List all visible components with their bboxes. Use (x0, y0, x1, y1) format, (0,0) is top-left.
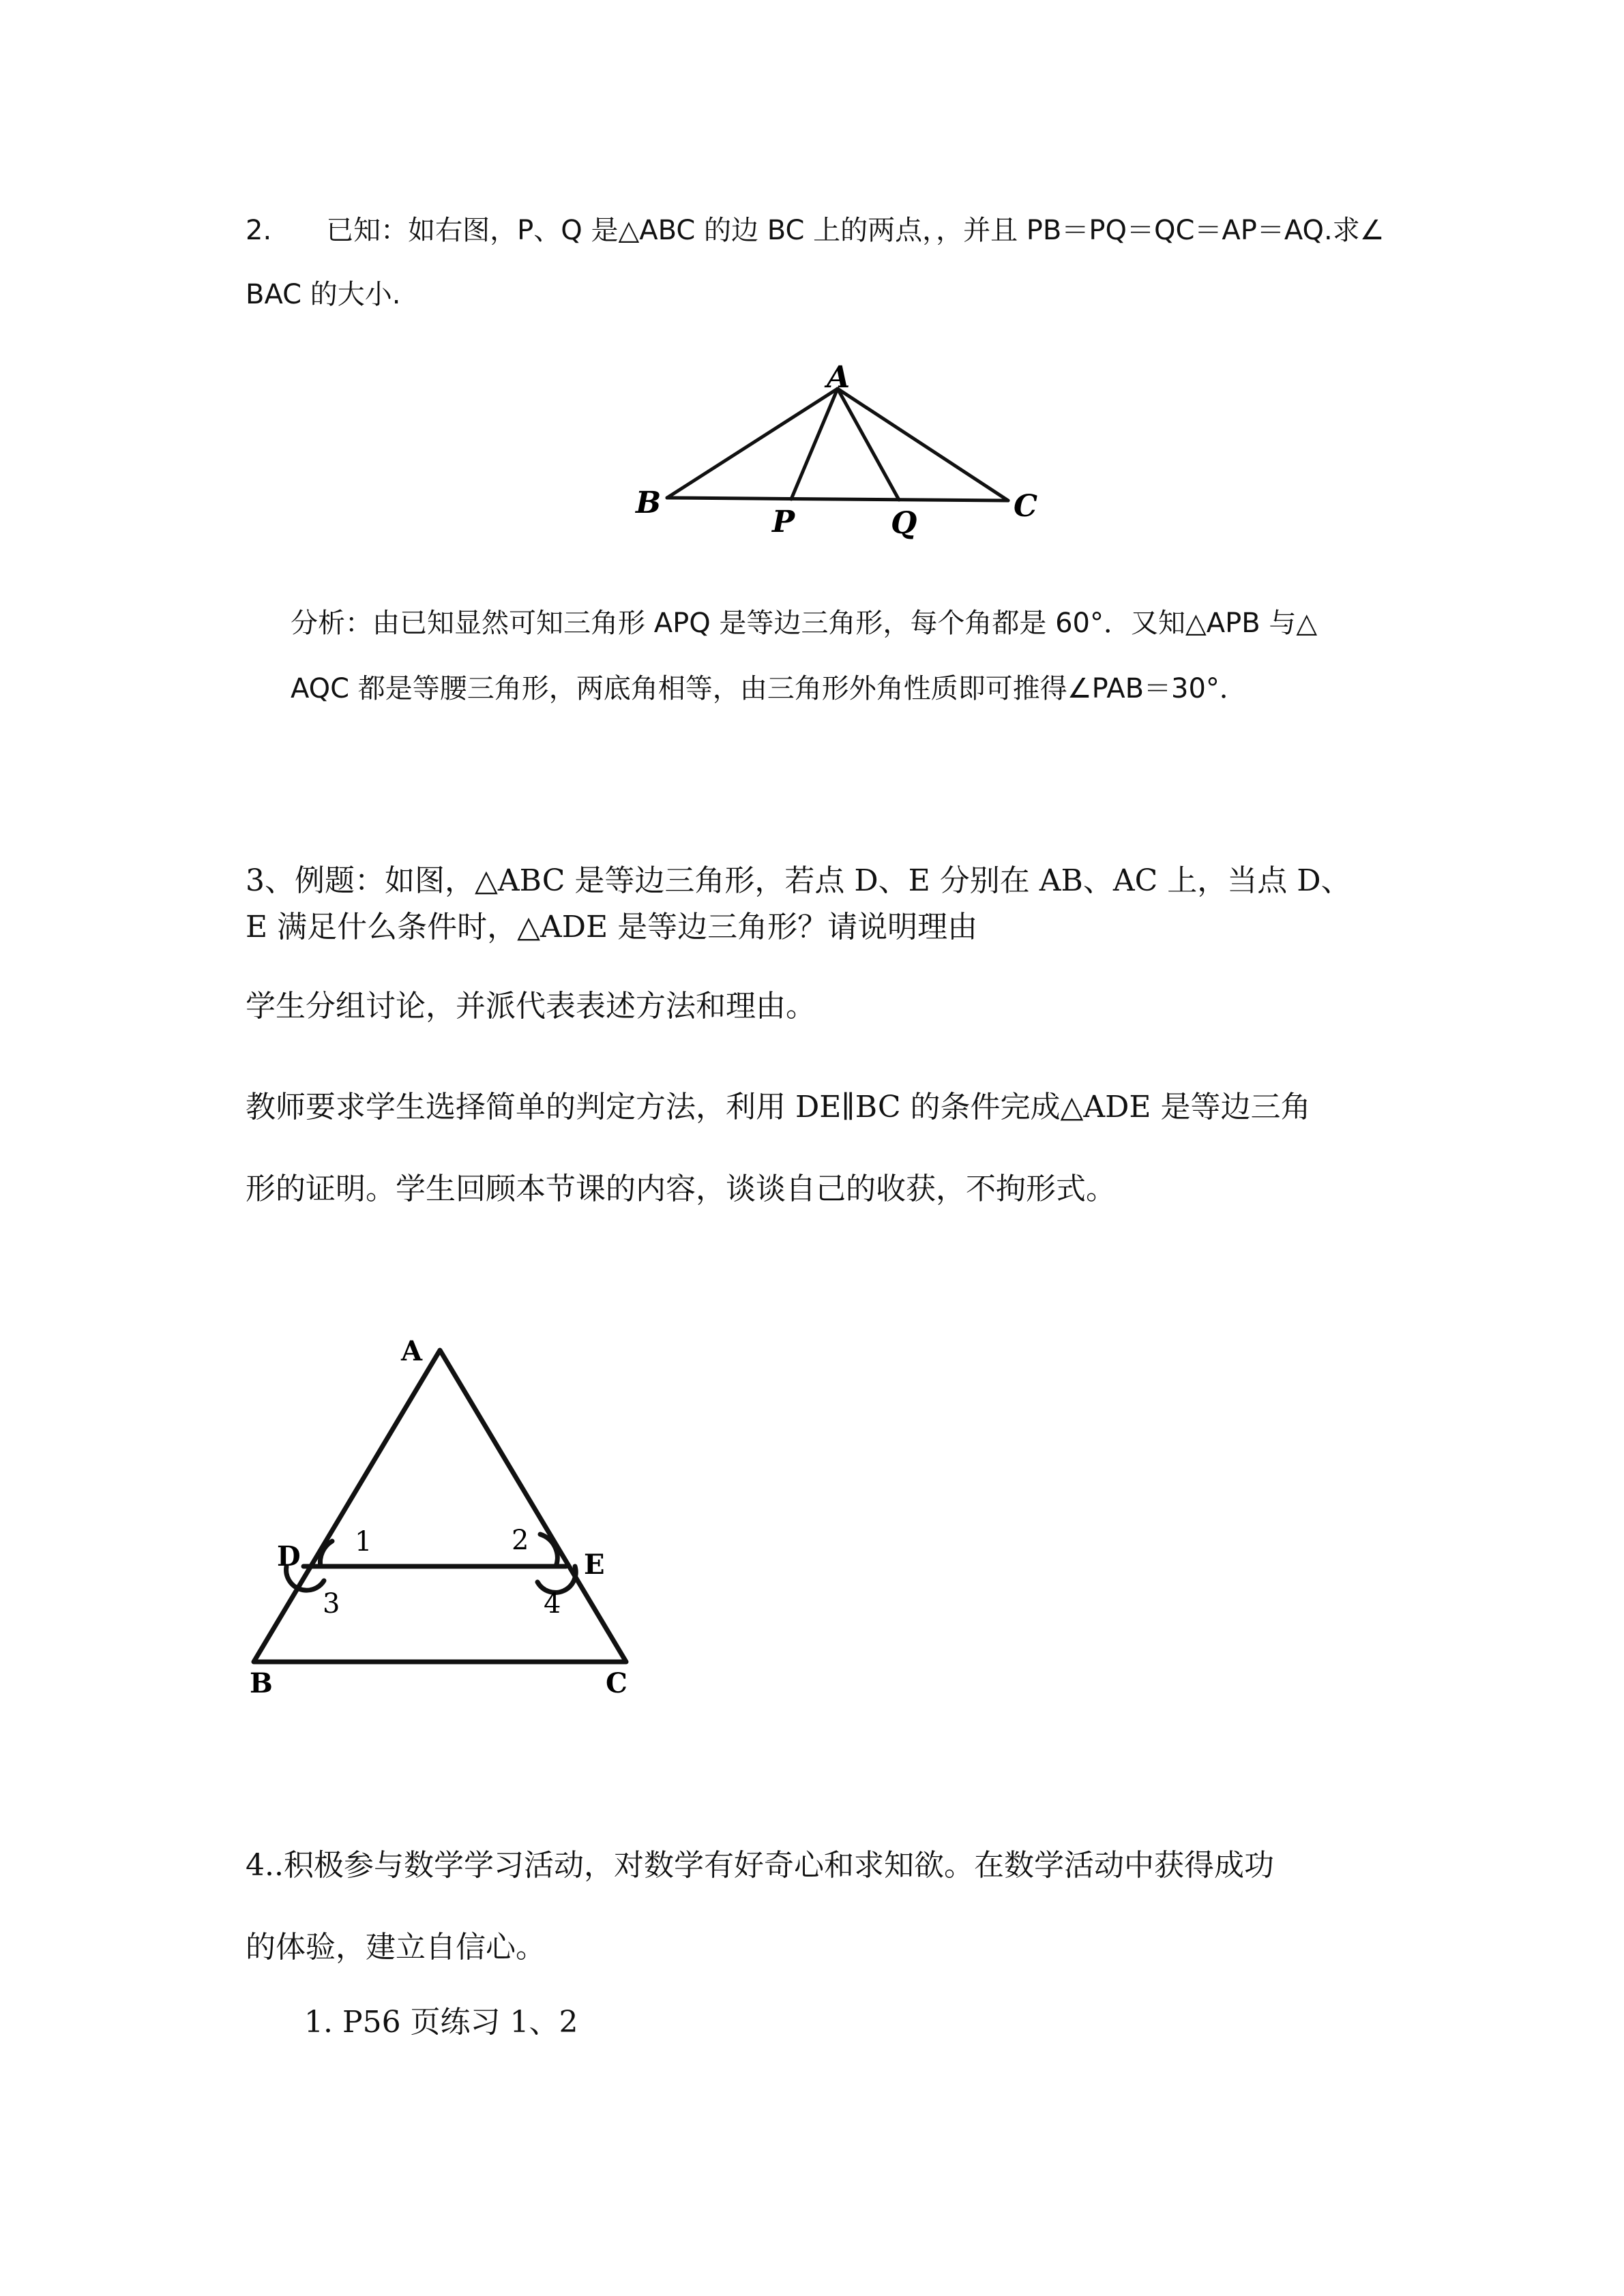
label-d: D (277, 1540, 301, 1572)
problem2-analysis-line2: AQC 都是等腰三角形，两底角相等，由三角形外角性质即可推得∠PAB＝30°． (291, 673, 1247, 704)
segment-bc (667, 498, 1008, 501)
label-b: B (636, 486, 662, 520)
label-a: A (401, 1335, 423, 1367)
label-angle-2: 2 (512, 1525, 529, 1556)
section4-line1: 4..积极参与数学学习活动，对数学有好奇心和求知欲。在数学活动中获得成功 (246, 1848, 1274, 1883)
problem2-line1: 2. 已知：如右图，P、Q 是△ABC 的边 BC 上的两点，，并且 PB＝PQ＝QC＝AP＝AQ.求∠ (246, 215, 1385, 246)
segment-ab (667, 389, 838, 498)
problem3-line3: 学生分组讨论，并派代表表述方法和理由。 (246, 989, 816, 1024)
angle-arc-4 (537, 1566, 576, 1592)
label-e: E (584, 1549, 605, 1581)
problem3-line4: 教师要求学生选择简单的判定方法，利用 DE∥BC 的条件完成△ADE 是等边三角 (246, 1090, 1311, 1124)
label-c: C (606, 1667, 628, 1699)
label-a: A (827, 360, 851, 395)
label-q: Q (891, 506, 917, 541)
label-p: P (772, 505, 795, 539)
problem3-line5: 形的证明。学生回顾本节课的内容，谈谈自己的收获，不拘形式。 (246, 1172, 1116, 1206)
label-angle-3: 3 (323, 1588, 340, 1620)
angle-arc-2 (540, 1534, 557, 1566)
segment-ac (838, 389, 1008, 501)
section4-item1: 1. P56 页练习 1、2 (304, 2005, 578, 2040)
angle-arc-1 (320, 1541, 332, 1566)
label-angle-4: 4 (544, 1588, 561, 1620)
angle-arc-3 (286, 1566, 324, 1590)
problem3-line1: 3、例题：如图，△ABC 是等边三角形，若点 D、E 分别在 AB、AC 上，当点 D、 (246, 863, 1351, 898)
problem2-line2: BAC 的大小. (246, 279, 401, 310)
label-b: B (250, 1667, 273, 1699)
segment-ap (791, 389, 838, 499)
section4-line2: 的体验，建立自信心。 (246, 1930, 546, 1965)
problem2-analysis-line1: 分析：由已知显然可知三角形 APQ 是等边三角形，每个角都是 60°．又知△APB 与△ (291, 608, 1318, 639)
label-c: C (1014, 489, 1038, 524)
label-angle-1: 1 (355, 1526, 372, 1557)
segment-aq (838, 389, 899, 500)
triangle-abc (254, 1350, 626, 1662)
problem3-line2: E 满足什么条件时，△ADE 是等边三角形？请说明理由 (246, 910, 978, 944)
